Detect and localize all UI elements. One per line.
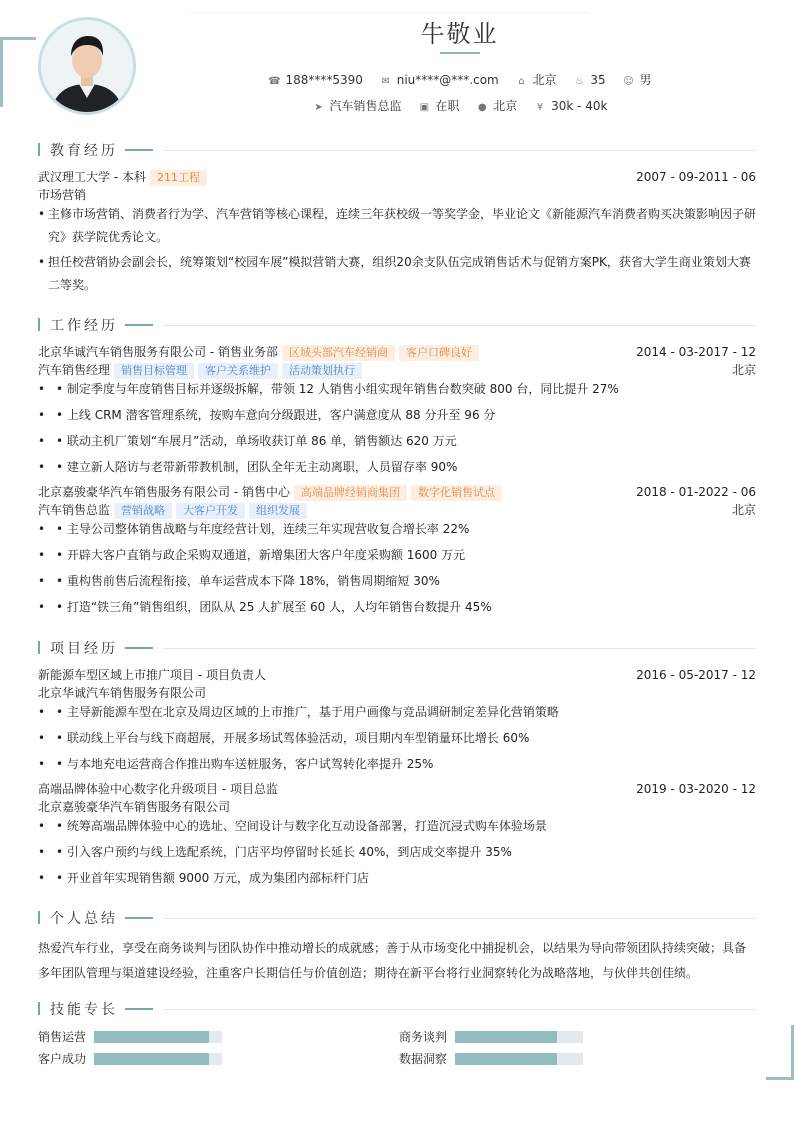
company-tag: 区域头部汽车经销商	[282, 345, 395, 361]
list-item: • • 引入客户预约与线上选配系统，门店平均停留时长延长 40%，到店成交率提升 35%	[38, 845, 512, 859]
top-divider	[190, 12, 590, 13]
job-role: 汽车销售总监	[38, 503, 111, 517]
company-tag: 数字化销售试点	[411, 485, 502, 501]
skill-label: 客户成功	[38, 1052, 87, 1066]
project-header	[38, 780, 756, 798]
phone-icon: ☎	[268, 76, 281, 87]
role-tag: 大客户开发	[176, 503, 245, 519]
role-tag: 客户关系维护	[198, 363, 278, 379]
skill-bar	[94, 1053, 222, 1065]
skill-bar-fill	[94, 1031, 209, 1043]
list-item: • • 开业首年实现销售额 9000 万元，成为集团内部标杆门店	[38, 871, 370, 885]
skill-item	[38, 1028, 238, 1046]
contact-age: ♨ 35	[572, 73, 605, 87]
job-role-row	[38, 361, 756, 379]
list-item: • • 主导公司整体销售战略与年度经营计划，连续三年实现营收复合增长率 22%	[38, 522, 470, 536]
skill-bar	[455, 1053, 583, 1065]
intent-city: ● 北京	[475, 97, 517, 114]
skill-bar-fill	[94, 1053, 209, 1065]
company-tag: 高端品牌经销商集团	[294, 485, 407, 501]
list-item: • 主修市场营销、消费者行为学、汽车营销等核心课程，连续三年获校级一等奖学金，毕业论文《新能源汽车消费者购买决策影响因子研究》获学院优秀论文。	[38, 207, 757, 244]
role-tag: 活动策划执行	[282, 363, 362, 379]
contact-city: ⌂ 北京	[515, 71, 557, 88]
job-role: 汽车销售经理	[38, 363, 111, 377]
education-header	[38, 168, 756, 186]
list-item: • • 重构售前售后流程衔接，单车运营成本下降 18%，销售周期缩短 30%	[38, 574, 440, 588]
project-name: 高端品牌体验中心数字化升级项目 - 项目总监	[38, 782, 278, 796]
list-item: • • 建立新人陪访与老带新带教机制，团队全年无主动离职，人员留存率 90%	[38, 460, 458, 474]
skill-bar-fill	[455, 1053, 557, 1065]
cake-icon: ♨	[574, 76, 584, 87]
list-item: • • 制定季度与年度销售目标并逐级拆解，带领 12 人销售小组实现年销售台数突破 800 台，同比提升 27%	[38, 382, 619, 396]
project-date: 2016 - 05-2017 - 12	[636, 668, 756, 682]
contact-row	[0, 71, 794, 88]
job-date: 2014 - 03-2017 - 12	[636, 345, 756, 359]
section-work	[38, 315, 756, 335]
section-title: 工作经历	[50, 318, 118, 334]
section-title: 技能专长	[50, 1002, 118, 1018]
project-org: 北京华诚汽车销售服务有限公司	[38, 686, 207, 700]
role-tag: 组织发展	[249, 503, 307, 519]
summary-text: 热爱汽车行业，享受在商务谈判与团队协作中推动增长的成就感；善于从市场变化中捕捉机会，以结果为导向带领团队持续突破；具备多年团队管理与渠道建设经验，注重客户长期信任与价值创造；期待在新平台将行业洞察转化为战略落地，与伙伴共创佳绩。	[38, 941, 747, 980]
section-summary	[38, 908, 756, 928]
send-icon: ➤	[314, 102, 323, 113]
job-date: 2018 - 01-2022 - 06	[636, 485, 756, 499]
project-org: 北京嘉骏豪华汽车销售服务有限公司	[38, 800, 231, 814]
job-intent-row	[0, 97, 794, 114]
job-header	[38, 343, 756, 361]
location-pin-icon: ●	[477, 102, 487, 113]
list-item: • • 联动线上平台与线下商超展，开展多场试驾体验活动，项目期内车型销量环比增长 60%	[38, 731, 530, 745]
intent-position: ➤ 汽车销售总监	[312, 97, 402, 114]
list-item: • • 开辟大客户直销与政企采购双通道，新增集团大客户年度采购额 1600 万元	[38, 548, 466, 562]
skill-label: 商务谈判	[399, 1030, 448, 1044]
project-date: 2019 - 03-2020 - 12	[636, 782, 756, 796]
list-item: • • 主导新能源车型在北京及周边区域的上市推广，基于用户画像与竞品调研制定差异化营销策略	[38, 705, 559, 719]
section-title: 项目经历	[50, 641, 118, 657]
corner-decoration-bottom-right-h	[766, 1077, 794, 1080]
contact-email: ✉ niu****@***.com	[379, 73, 499, 87]
home-icon: ⌂	[518, 76, 525, 87]
skill-bar	[94, 1031, 222, 1043]
skill-item	[38, 1050, 238, 1068]
list-item: • • 打造“铁三角”销售组织，团队从 25 人扩展至 60 人，人均年销售台数提升 45%	[38, 600, 492, 614]
candidate-name: 牛敬业	[420, 20, 499, 48]
role-tag: 营销战略	[114, 503, 172, 519]
company-tag: 客户口碑良好	[399, 345, 479, 361]
school-name: 武汉理工大学 - 本科	[38, 170, 146, 184]
skill-label: 销售运营	[38, 1030, 87, 1044]
job-header	[38, 483, 756, 501]
section-projects	[38, 638, 756, 658]
company-name: 北京华诚汽车销售服务有限公司 - 销售业务部	[38, 345, 278, 359]
project-name: 新能源车型区域上市推广项目 - 项目负责人	[38, 668, 266, 682]
section-education	[38, 140, 756, 160]
skill-bar	[455, 1031, 583, 1043]
skill-item	[399, 1050, 599, 1068]
intent-status: ▣ 在职	[417, 97, 459, 114]
list-item: • • 统筹高端品牌体验中心的选址、空间设计与数字化互动设备部署，打造沉浸式购车体验场景	[38, 819, 547, 833]
name-underline	[440, 52, 480, 54]
intent-salary: ¥ 30k - 40k	[533, 99, 607, 113]
briefcase-icon: ▣	[419, 102, 430, 113]
section-title: 教育经历	[50, 143, 118, 159]
skill-item	[399, 1028, 599, 1046]
mail-icon: ✉	[381, 76, 390, 87]
education-major: 市场营销	[38, 188, 87, 202]
contact-gender: ☺ 男	[623, 73, 652, 87]
section-title: 个人总结	[50, 911, 118, 927]
school-tag: 211工程	[150, 170, 207, 186]
list-item: • • 联动主机厂策划“车展月”活动，单场收获订单 86 单，销售额达 620 万元	[38, 434, 457, 448]
skill-label: 数据洞察	[399, 1052, 448, 1066]
project-header	[38, 666, 756, 684]
list-item: • • 与本地充电运营商合作推出购车送桩服务，客户试驾转化率提升 25%	[38, 757, 434, 771]
section-skills	[38, 999, 756, 1019]
job-role-row	[38, 501, 756, 519]
skill-bar-fill	[455, 1031, 557, 1043]
smile-icon: ☺	[623, 76, 634, 87]
company-name: 北京嘉骏豪华汽车销售服务有限公司 - 销售中心	[38, 485, 290, 499]
yen-icon: ¥	[536, 102, 544, 113]
list-item: • 担任校营销协会副会长，统筹策划“校园车展”模拟营销大赛，组织20余支队伍完成销售话术与促销方案PK，获省大学生商业策划大赛二等奖。	[38, 255, 751, 292]
education-date: 2007 - 09-2011 - 06	[636, 170, 756, 184]
contact-phone: ☎ 188****5390	[268, 73, 363, 87]
role-tag: 销售目标管理	[114, 363, 194, 379]
list-item: • • 上线 CRM 潜客管理系统，按购车意向分级跟进，客户满意度从 88 分升至 96 分	[38, 408, 496, 422]
job-city: 北京	[731, 363, 756, 377]
job-city: 北京	[731, 503, 756, 517]
